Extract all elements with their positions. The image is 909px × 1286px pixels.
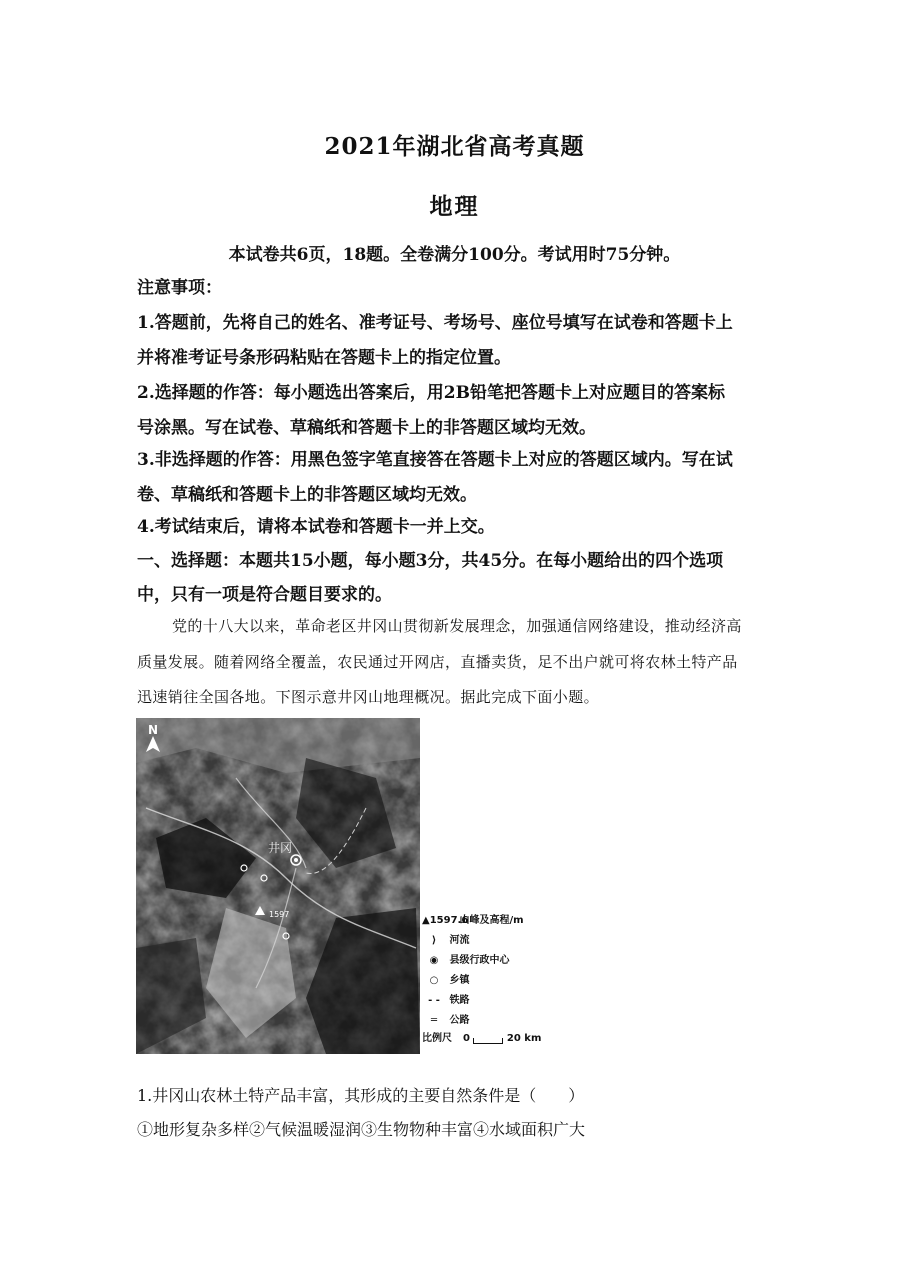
passage-line: 迅速销往全国各地。下图示意井冈山地理概况。据此完成下面小题。 <box>137 688 600 706</box>
notes-heading: 注意事项： <box>137 278 222 298</box>
legend-label: 公路 <box>449 1015 470 1026</box>
legend-item-town <box>422 971 469 985</box>
peak-elevation-label: 1597 <box>269 910 290 919</box>
question-stem: 1.井冈山农林土特产品丰富，其形成的主要自然条件是（ ） <box>137 1086 585 1105</box>
legend-item-county <box>422 951 509 965</box>
legend-label: 山峰及高程/m <box>459 915 524 926</box>
legend-item-road <box>422 1011 469 1025</box>
scale-label: 比例尺 <box>422 1033 452 1044</box>
legend-item-peak <box>422 911 524 925</box>
peak-icon: ▲1597.6 <box>422 915 469 926</box>
note-line: 并将准考证号条形码粘贴在答题卡上的指定位置。 <box>137 348 511 368</box>
legend-label: 河流 <box>449 935 470 946</box>
jinggangshan-map <box>136 718 420 1054</box>
scale-zero: 0 <box>462 1033 470 1044</box>
road-icon: ═ <box>430 1015 438 1026</box>
passage-line: 质量发展。随着网络全覆盖，农民通过开网店，直播卖货，足不出户就可将农林土特产品 <box>137 653 738 671</box>
exam-title: 2021年湖北省高考真题 <box>324 133 585 160</box>
subject-title: 地理 <box>429 193 480 220</box>
section-heading: 中，只有一项是符合题目要求的。 <box>137 585 392 605</box>
scale-line <box>473 1038 503 1044</box>
river-icon: ⟩ <box>431 935 437 946</box>
legend-label: 铁路 <box>449 995 470 1006</box>
note-line: 3.非选择题的作答：用黑色签字笔直接答在答题卡上对应的答题区域内。写在试 <box>137 450 733 470</box>
scale-value: 20 km <box>506 1033 542 1044</box>
jinggang-label: 井冈 <box>268 841 293 855</box>
note-line: 4.考试结束后，请将本试卷和答题卡一并上交。 <box>137 517 495 537</box>
note-line: 卷、草稿纸和答题卡上的非答题区域均无效。 <box>137 485 477 505</box>
note-line: 1.答题前，先将自己的姓名、准考证号、考场号、座位号填写在试卷和答题卡上 <box>137 313 733 333</box>
legend-label: 县级行政中心 <box>449 955 510 966</box>
question-options: ①地形复杂多样②气候温暖湿润③生物物种丰富④水域面积广大 <box>137 1120 586 1139</box>
section-heading: 一、选择题：本题共15小题，每小题3分，共45分。在每小题给出的四个选项 <box>137 551 724 571</box>
exam-intro: 本试卷共6页，18题。全卷满分100分。考试用时75分钟。 <box>228 245 681 265</box>
north-label: N <box>148 723 159 737</box>
note-line: 号涂黑。写在试卷、草稿纸和答题卡上的非答题区域均无效。 <box>137 418 596 438</box>
passage-line: 党的十八大以来，革命老区井冈山贯彻新发展理念，加强通信网络建设，推动经济高 <box>172 617 742 635</box>
legend-item-railway <box>422 991 469 1005</box>
county-center-icon: ◉ <box>429 955 439 966</box>
town-icon: ○ <box>429 975 439 986</box>
map-legend <box>420 905 560 1050</box>
legend-label: 乡镇 <box>449 975 470 986</box>
legend-item-river <box>422 931 469 945</box>
scale-bar <box>422 1029 541 1044</box>
railway-icon: - - <box>428 995 440 1006</box>
note-line: 2.选择题的作答：每小题选出答案后，用2B铅笔把答题卡上对应题目的答案标 <box>137 383 725 403</box>
